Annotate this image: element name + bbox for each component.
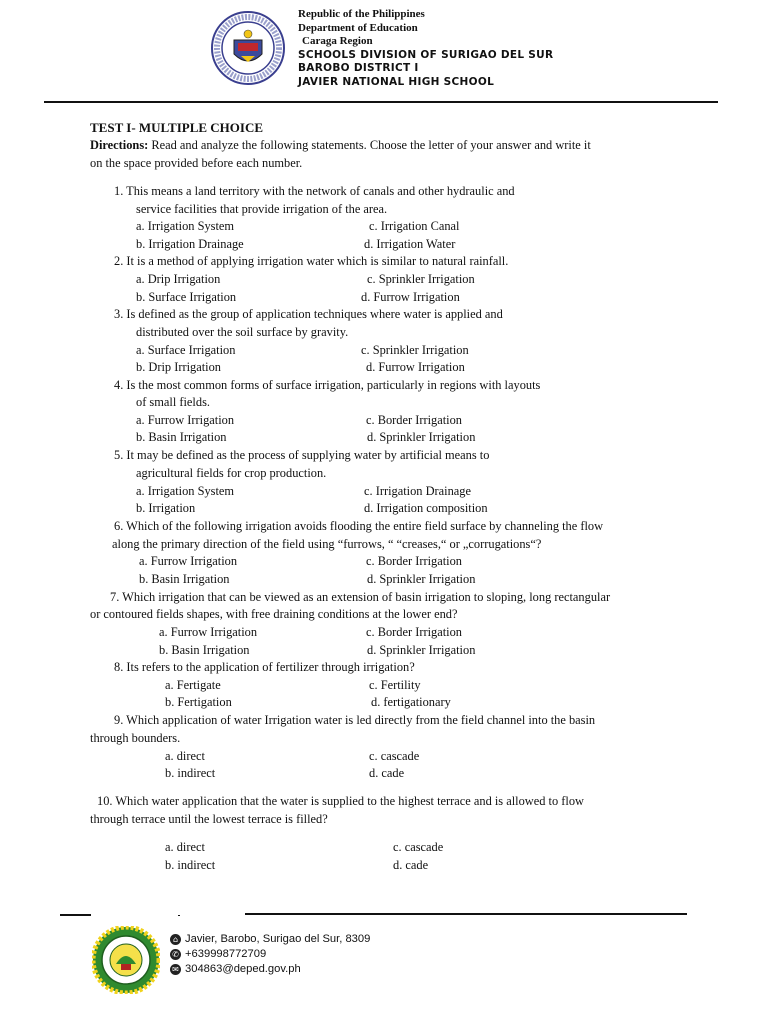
- header-department: Department of Education: [298, 21, 418, 34]
- question-line: d. cade: [369, 766, 405, 780]
- question-line: 6. Which of the following irrigation avoids flooding the entire field surface by channeling the flow: [114, 519, 604, 533]
- question-line: c. Sprinkler Irrigation: [367, 272, 475, 286]
- footer-phone: +639998772709: [185, 948, 267, 960]
- question-line: 1. This means a land territory with the network of canals and other hydraulic and: [114, 184, 515, 198]
- question-line: or contoured fields shapes, with free draining conditions at the lower end?: [90, 607, 458, 621]
- question-line: a. Furrow Irrigation: [139, 554, 238, 568]
- question-line: service facilities that provide irrigation of the area.: [136, 202, 388, 216]
- question-line: 5. It may be defined as the process of supplying water by artificial means to: [114, 448, 490, 462]
- test-title: TEST I- MULTIPLE CHOICE: [90, 120, 264, 135]
- question-line: d. Furrow Irrigation: [366, 360, 465, 374]
- question-line: c. cascade: [393, 840, 444, 854]
- question-line: d. Furrow Irrigation: [361, 290, 460, 304]
- question-line: through terrace until the lowest terrace is filled?: [90, 812, 328, 826]
- question-line: c. Irrigation Canal: [369, 219, 460, 233]
- question-line: 3. Is defined as the group of application techniques where water is applied and: [114, 307, 503, 321]
- question-line: c. Border Irrigation: [366, 413, 462, 427]
- directions-text-1: Read and analyze the following statements. Choose the letter of your answer and write it: [148, 138, 591, 152]
- question-line: a. Furrow Irrigation: [159, 625, 258, 639]
- directions-label: Directions:: [90, 138, 149, 152]
- question-line: a. Surface Irrigation: [136, 343, 236, 357]
- footer-email[interactable]: 304863@deped.gov.ph: [185, 963, 301, 975]
- question-line: b. Basin Irrigation: [139, 572, 230, 586]
- directions-text-2: on the space provided before each number.: [90, 156, 303, 170]
- deped-seal-logo: [210, 10, 286, 86]
- header-school: JAVIER NATIONAL HIGH SCHOOL: [298, 75, 495, 88]
- question-line: 9. Which application of water Irrigation water is led directly from the field channel into the basin: [114, 713, 596, 727]
- question-line: b. Drip Irrigation: [136, 360, 221, 374]
- header-district: BAROBO DISTRICT I: [298, 62, 419, 74]
- question-line: a. Drip Irrigation: [136, 272, 221, 286]
- mail-icon: ✉: [170, 964, 181, 975]
- question-line: b. Basin Irrigation: [136, 430, 227, 444]
- question-line: through bounders.: [90, 731, 181, 745]
- question-line: a. Irrigation System: [136, 219, 235, 233]
- header-division: SCHOOLS DIVISION OF SURIGAO DEL SUR: [298, 48, 554, 61]
- question-line: d. fertigationary: [371, 695, 451, 709]
- question-line: a. direct: [165, 749, 205, 763]
- question-line: c. Border Irrigation: [366, 625, 462, 639]
- question-line: b. Fertigation: [165, 695, 232, 709]
- school-seal-logo: [92, 926, 160, 994]
- question-line: distributed over the soil surface by gravity.: [136, 325, 349, 339]
- home-icon: ⌂: [170, 934, 181, 945]
- question-line: 10. Which water application that the water is supplied to the highest terrace and is allowed to flow: [97, 794, 584, 808]
- question-line: d. Sprinkler Irrigation: [367, 430, 476, 444]
- question-line: a. Fertigate: [165, 678, 221, 692]
- question-line: d. Sprinkler Irrigation: [367, 643, 476, 657]
- question-line: a. Irrigation System: [136, 484, 235, 498]
- footer-phone-row: [170, 948, 266, 960]
- question-line: 2. It is a method of applying irrigation water which is similar to natural rainfall.: [114, 254, 509, 268]
- question-line: d. Irrigation composition: [364, 501, 488, 515]
- directions: [90, 137, 591, 155]
- question-line: c. Sprinkler Irrigation: [361, 343, 469, 357]
- question-line: agricultural fields for crop production.: [136, 466, 327, 480]
- question-line: c. cascade: [369, 749, 420, 763]
- question-line: b. Irrigation Drainage: [136, 237, 244, 251]
- question-line: along the primary direction of the field using “furrows, “ “creases,“ or „corrugations“?: [112, 537, 542, 551]
- question-line: d. Irrigation Water: [364, 237, 456, 251]
- question-line: b. Basin Irrigation: [159, 643, 250, 657]
- question-line: d. cade: [393, 858, 429, 872]
- header-block: [298, 8, 553, 89]
- question-line: of small fields.: [136, 395, 210, 409]
- question-line: 4. Is the most common forms of surface irrigation, particularly in regions with layouts: [114, 378, 541, 392]
- question-line: b. Surface Irrigation: [136, 290, 237, 304]
- question-line: c. Irrigation Drainage: [364, 484, 471, 498]
- question-line: 7. Which irrigation that can be viewed as an extension of basin irrigation to sloping, long rectangular: [110, 590, 611, 604]
- question-line: d. Sprinkler Irrigation: [367, 572, 476, 586]
- header-region: Caraga Region: [302, 35, 373, 47]
- header-rule: [44, 101, 718, 103]
- footer-email-row[interactable]: [170, 963, 301, 975]
- question-line: a. direct: [165, 840, 205, 854]
- question-line: b. indirect: [165, 858, 216, 872]
- question-line: a. Furrow Irrigation: [136, 413, 235, 427]
- header-republic: Republic of the Philippines: [298, 8, 425, 20]
- footer-rule-right: [245, 913, 687, 915]
- footer-address: Javier, Barobo, Surigao del Sur, 8309: [185, 933, 371, 945]
- question-line: c. Fertility: [369, 678, 421, 692]
- footer-rule-left: [60, 914, 91, 916]
- question-line: 8. Its refers to the application of fertilizer through irrigation?: [114, 660, 415, 674]
- question-line: b. Irrigation: [136, 501, 196, 515]
- question-line: c. Border Irrigation: [366, 554, 462, 568]
- footer-dot: [178, 915, 180, 916]
- footer-address-row: [170, 933, 370, 945]
- phone-icon: ✆: [170, 949, 181, 960]
- question-line: b. indirect: [165, 766, 216, 780]
